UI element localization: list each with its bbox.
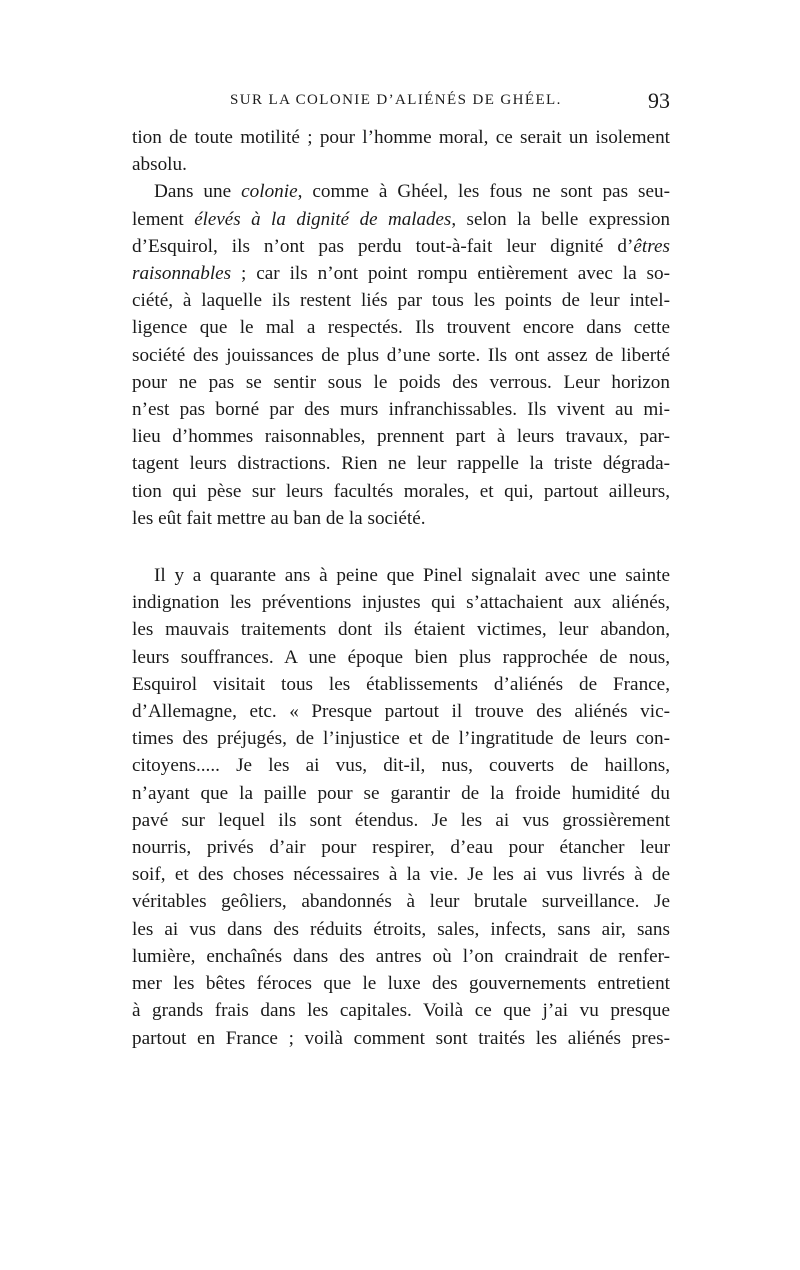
italic-phrase: élevés à la dignité de malades [194,208,452,230]
text-line: ligence que le mal a respectés. Ils trouvent encore dans cette [132,317,670,339]
book-page [132,88,670,1052]
text-line: times des préjugés, de l’injustice et de l’ingratitude de leurs con- [132,728,670,750]
text-line: partout en France ; voilà comment sont traités les aliénés pres- [132,1027,670,1049]
text-line: n’ayant que la paille pour se garantir de la froide humidité du [132,782,670,804]
text-line: société des jouissances de plus d’une sorte. Ils ont assez de liberté [132,344,670,366]
text-line: pour ne pas se sentir sous le poids des verrous. Leur horizon [132,371,670,393]
text-line: pavé sur lequel ils sont étendus. Je les ai vus grossièrement [132,809,670,831]
italic-phrase: raisonnables [132,263,232,285]
paragraph-continuation [132,124,670,178]
text-line: lumière, enchaînés dans des antres où l’on craindrait de renfer- [132,945,670,967]
paragraph-colony [132,178,670,532]
text-line: leurs souffrances. A une époque bien plus rapprochée de nous, [132,646,670,668]
text-line: les mauvais traitements dont ils étaient victimes, leur abandon, [132,619,670,641]
text-line: soif, et des choses nécessaires à la vie. Je les ai vus livrés à de [132,864,670,886]
text-line: les eût fait mettre au ban de la société. [132,507,426,529]
text-line: citoyens..... Je les ai vus, dit-il, nus, couverts de haillons, [132,755,670,777]
text-line: lieu d’hommes raisonnables, prennent part à leurs travaux, par- [132,426,670,448]
page-number: 93 [648,88,670,113]
text-line: lement élevés à la dignité de malades, selon la belle expression [132,208,670,230]
running-title: SUR LA COLONIE D’ALIÉNÉS DE GHÉEL. [230,92,562,108]
text-line: n’est pas borné par des murs infranchissables. Ils vivent au mi- [132,399,670,421]
text-line: indignation les préventions injustes qui s’attachaient aux aliénés, [132,592,670,614]
italic-phrase: êtres [633,235,670,257]
text-line: tion de toute motilité ; pour l’homme moral, ce serait un isolement [132,127,670,148]
text-line: d’Esquirol, ils n’ont pas perdu tout-à-fait leur dignité d’êtres [132,235,670,257]
text-line: à grands frais dans les capitales. Voilà ce que j’ai vu presque [132,1000,670,1022]
italic-phrase: colonie [241,181,298,203]
text-line: Il y a quarante ans à peine que Pinel signalait avec une sainte [154,565,670,587]
text-line: d’Allemagne, etc. « Presque partout il trouve des aliénés vic- [132,701,670,723]
text-line: nourris, privés d’air pour respirer, d’eau pour étancher leur [132,837,670,859]
paragraph-gap [132,532,670,562]
running-head [132,88,670,124]
text-line: tion qui pèse sur leurs facultés morales, et qui, partout ailleurs, [132,480,670,502]
text-line: tagent leurs distractions. Rien ne leur rappelle la triste dégrada- [132,453,670,475]
text-line: ciété, à laquelle ils restent liés par tous les points de leur intel- [132,290,670,312]
text-line: véritables geôliers, abandonnés à leur brutale surveillance. Je [132,891,670,913]
text-line: absolu. [132,154,187,176]
text-line: les ai vus dans des réduits étroits, sales, infects, sans air, sans [132,918,670,940]
text-line: mer les bêtes féroces que le luxe des gouvernements entretient [132,973,670,995]
text-line: Dans une colonie, comme à Ghéel, les fous ne sont pas seu- [154,181,670,203]
text-line: raisonnables ; car ils n’ont point rompu entièrement avec la so- [132,263,670,285]
paragraph-pinel [132,562,670,1052]
text-line: Esquirol visitait tous les établissements d’aliénés de France, [132,673,670,695]
